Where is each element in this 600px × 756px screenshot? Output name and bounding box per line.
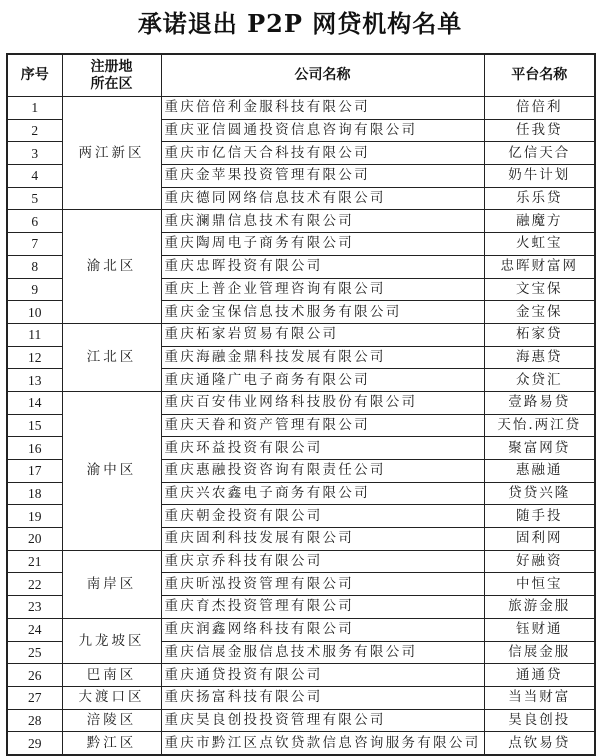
company-name: 重庆德同网络信息技术有限公司	[161, 187, 484, 210]
platform-name: 文宝保	[484, 278, 595, 301]
platform-name: 好融资	[484, 550, 595, 573]
company-name: 重庆澜鼎信息技术有限公司	[161, 210, 484, 233]
platform-name: 火虹宝	[484, 233, 595, 256]
row-number: 23	[7, 596, 62, 619]
company-name: 重庆育杰投资管理有限公司	[161, 596, 484, 619]
header-platform: 平台名称	[484, 54, 595, 97]
platform-name: 随手投	[484, 505, 595, 528]
platform-name: 昊良创投	[484, 709, 595, 732]
table-row	[7, 323, 595, 346]
table-row	[7, 732, 595, 755]
district-cell: 九龙坡区	[62, 618, 161, 663]
row-number: 2	[7, 119, 62, 142]
platform-name: 融魔方	[484, 210, 595, 233]
company-name: 重庆昕泓投资管理有限公司	[161, 573, 484, 596]
company-name: 重庆上普企业管理咨询有限公司	[161, 278, 484, 301]
platform-name: 当当财富	[484, 686, 595, 709]
platform-name: 壹路易贷	[484, 391, 595, 414]
company-name: 重庆通隆广电子商务有限公司	[161, 369, 484, 392]
platform-name: 聚富网贷	[484, 437, 595, 460]
company-name: 重庆金苹果投资管理有限公司	[161, 165, 484, 188]
district-cell: 黔江区	[62, 732, 161, 755]
company-name: 重庆润鑫网络科技有限公司	[161, 618, 484, 641]
row-number: 4	[7, 165, 62, 188]
platform-name: 忠晖财富网	[484, 255, 595, 278]
platform-name: 乐乐贷	[484, 187, 595, 210]
platform-name: 通通贷	[484, 664, 595, 687]
table-row	[7, 618, 595, 641]
district-cell: 巴南区	[62, 664, 161, 687]
company-name: 重庆扬富科技有限公司	[161, 686, 484, 709]
header-company: 公司名称	[161, 54, 484, 97]
platform-name: 海惠贷	[484, 346, 595, 369]
row-number: 26	[7, 664, 62, 687]
platform-name: 惠融通	[484, 460, 595, 483]
company-name: 重庆天眷和资产管理有限公司	[161, 414, 484, 437]
platform-name: 中恒宝	[484, 573, 595, 596]
district-cell: 大渡口区	[62, 686, 161, 709]
table-row	[7, 97, 595, 120]
platform-name: 亿信天合	[484, 142, 595, 165]
header-no: 序号	[7, 54, 62, 97]
company-name: 重庆亚信圆通投资信息咨询有限公司	[161, 119, 484, 142]
row-number: 15	[7, 414, 62, 437]
company-name: 重庆金宝保信息技术服务有限公司	[161, 301, 484, 324]
company-name: 重庆昊良创投投资管理有限公司	[161, 709, 484, 732]
document-title: 承诺退出 P2P 网贷机构名单	[137, 9, 463, 38]
company-name: 重庆惠融投资咨询有限责任公司	[161, 460, 484, 483]
row-number: 6	[7, 210, 62, 233]
company-name: 重庆环益投资有限公司	[161, 437, 484, 460]
row-number: 1	[7, 97, 62, 120]
row-number: 16	[7, 437, 62, 460]
table-row	[7, 664, 595, 687]
platform-name: 信展金服	[484, 641, 595, 664]
row-number: 29	[7, 732, 62, 755]
platform-name: 金宝保	[484, 301, 595, 324]
row-number: 9	[7, 278, 62, 301]
company-name: 重庆倍倍利金服科技有限公司	[161, 97, 484, 120]
row-number: 13	[7, 369, 62, 392]
platform-name: 众贷汇	[484, 369, 595, 392]
company-name: 重庆兴农鑫电子商务有限公司	[161, 482, 484, 505]
table-row	[7, 550, 595, 573]
company-name: 重庆信展金服信息技术服务有限公司	[161, 641, 484, 664]
row-number: 25	[7, 641, 62, 664]
table-row	[7, 709, 595, 732]
row-number: 3	[7, 142, 62, 165]
company-name: 重庆百安伟业网络科技股份有限公司	[161, 391, 484, 414]
row-number: 11	[7, 323, 62, 346]
platform-name: 固利网	[484, 528, 595, 551]
header-row	[7, 54, 595, 97]
row-number: 5	[7, 187, 62, 210]
district-cell: 渝北区	[62, 210, 161, 323]
row-number: 27	[7, 686, 62, 709]
district-cell: 江北区	[62, 323, 161, 391]
row-number: 7	[7, 233, 62, 256]
table-row	[7, 686, 595, 709]
platform-name: 贷贷兴隆	[484, 482, 595, 505]
row-number: 14	[7, 391, 62, 414]
row-number: 20	[7, 528, 62, 551]
company-name: 重庆海融金鼎科技发展有限公司	[161, 346, 484, 369]
table-header	[7, 54, 595, 97]
platform-name: 奶牛计划	[484, 165, 595, 188]
table-row	[7, 391, 595, 414]
platform-name: 旅游金服	[484, 596, 595, 619]
platform-name: 钰财通	[484, 618, 595, 641]
company-name: 重庆通贷投资有限公司	[161, 664, 484, 687]
platform-name: 天怡.两江贷	[484, 414, 595, 437]
platform-name: 点钦易贷	[484, 732, 595, 755]
row-number: 8	[7, 255, 62, 278]
district-cell: 南岸区	[62, 550, 161, 618]
company-name: 重庆固利科技发展有限公司	[161, 528, 484, 551]
header-area	[62, 54, 161, 97]
company-name: 重庆柘家岩贸易有限公司	[161, 323, 484, 346]
district-cell: 两江新区	[62, 97, 161, 210]
table-body	[7, 97, 595, 755]
district-cell: 渝中区	[62, 391, 161, 550]
header-area-line2: 所在区	[90, 75, 133, 92]
row-number: 21	[7, 550, 62, 573]
company-name: 重庆陶周电子商务有限公司	[161, 233, 484, 256]
header-area-line1: 注册地	[90, 58, 133, 75]
company-name: 重庆京乔科技有限公司	[161, 550, 484, 573]
table-row	[7, 210, 595, 233]
company-name: 重庆市黔江区点钦贷款信息咨询服务有限公司	[161, 732, 484, 755]
platform-name: 倍倍利	[484, 97, 595, 120]
row-number: 22	[7, 573, 62, 596]
platform-name: 任我贷	[484, 119, 595, 142]
platform-name: 柘家贷	[484, 323, 595, 346]
row-number: 28	[7, 709, 62, 732]
row-number: 24	[7, 618, 62, 641]
district-cell: 涪陵区	[62, 709, 161, 732]
institution-list-table	[6, 53, 596, 756]
row-number: 19	[7, 505, 62, 528]
company-name: 重庆市亿信天合科技有限公司	[161, 142, 484, 165]
company-name: 重庆朝金投资有限公司	[161, 505, 484, 528]
company-name: 重庆忠晖投资有限公司	[161, 255, 484, 278]
row-number: 12	[7, 346, 62, 369]
row-number: 18	[7, 482, 62, 505]
row-number: 17	[7, 460, 62, 483]
row-number: 10	[7, 301, 62, 324]
